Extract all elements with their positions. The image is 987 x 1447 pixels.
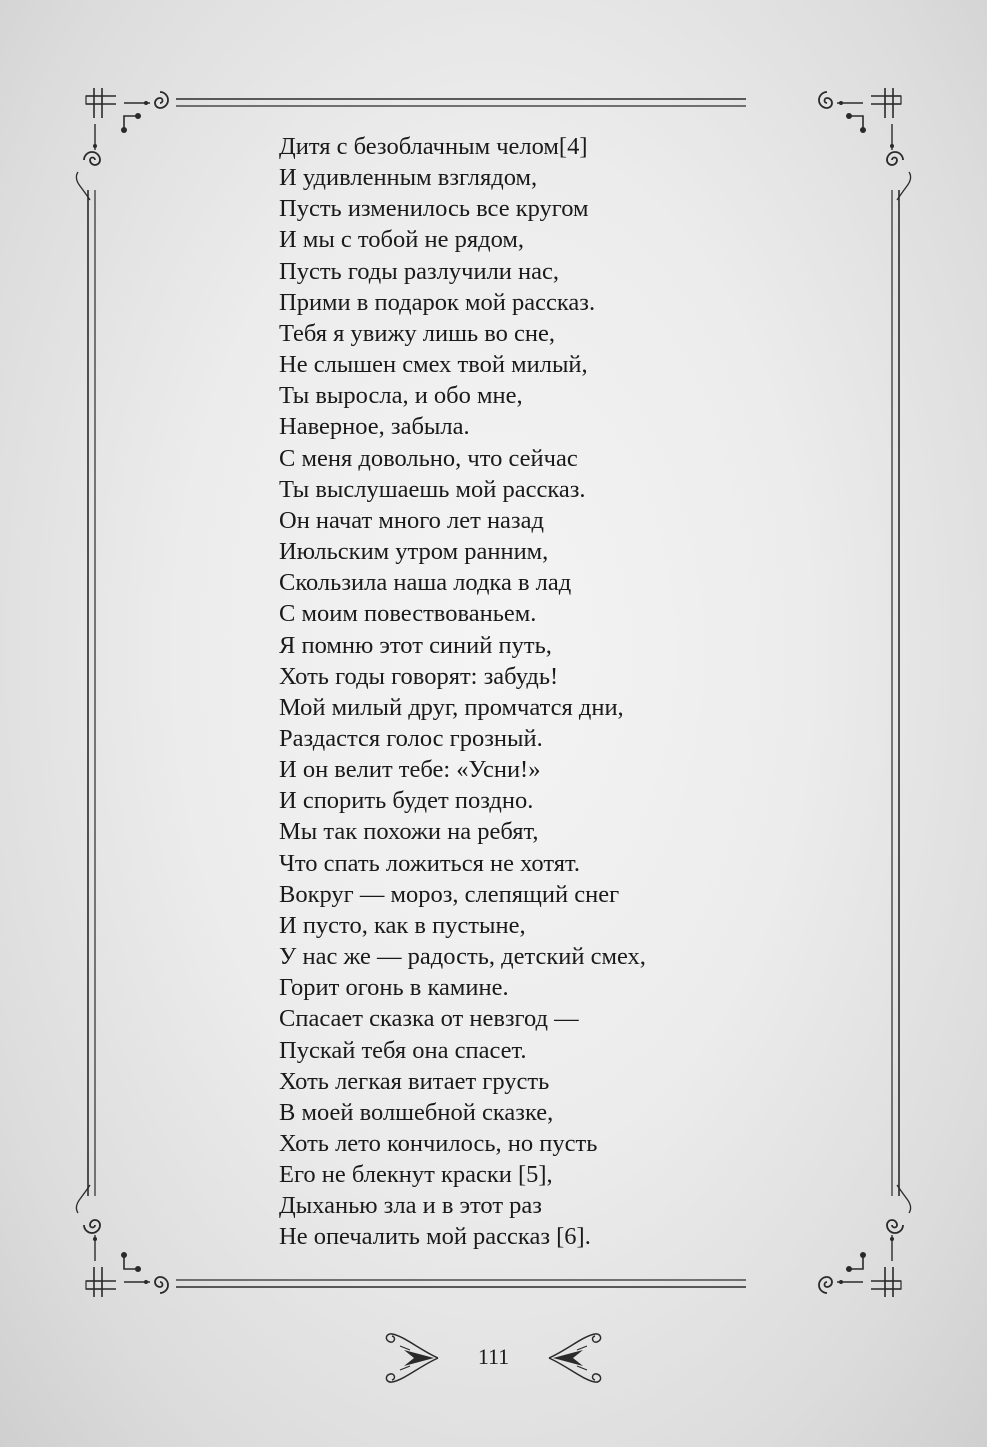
poem-line: Пусть годы разлучили нас,: [279, 257, 560, 285]
poem-line: Хоть легкая витает грусть: [279, 1067, 550, 1095]
poem-line: Наверное, забыла.: [279, 413, 470, 441]
poem-line: Июльским утром ранним,: [279, 538, 549, 566]
corner-scroll-icon: [76, 88, 168, 200]
poem-line: Я помню этот синий путь,: [279, 631, 552, 659]
page-number: 111: [477, 1344, 510, 1369]
poem-line: Скользила наша лодка в лад: [279, 569, 572, 597]
poem-line: И мы с тобой не рядом,: [279, 226, 524, 254]
poem-line: Не опечалить мой рассказ [6].: [279, 1223, 591, 1251]
poem-line: Горит огонь в камине.: [279, 974, 509, 1002]
poem-line: И он велит тебе: «Усни!»: [279, 756, 541, 784]
poem-line: Раздастся голос грозный.: [279, 724, 543, 752]
poem-line: И удивленным взглядом,: [279, 164, 538, 192]
poem: [279, 131, 646, 1253]
poem-line: Его не блекнут краски [5],: [279, 1161, 553, 1189]
poem-line: С моим повествованьем.: [279, 600, 537, 628]
poem-line: Дыханью зла и в этот раз: [279, 1192, 542, 1220]
poem-line: Мой милый друг, промчатся дни,: [279, 693, 624, 721]
corner-scroll-icon: [819, 88, 911, 200]
corner-scroll-icon: [819, 1185, 911, 1297]
poem-line: Что спать ложиться не хотят.: [279, 849, 580, 877]
poem-line: И пусто, как в пустыне,: [279, 911, 526, 939]
poem-line: Хоть лето кончилось, но пусть: [279, 1130, 598, 1157]
poem-line: В моей волшебной сказке,: [279, 1098, 554, 1126]
poem-line: Тебя я увижу лишь во сне,: [279, 319, 556, 347]
poem-line: Пусть изменилось все кругом: [279, 195, 589, 223]
corner-scroll-icon: [76, 1185, 168, 1297]
poem-line: Прими в подарок мой рассказ.: [279, 288, 596, 316]
poem-line: Пускай тебя она спасет.: [279, 1036, 527, 1064]
poem-line: Ты выросла, и обо мне,: [279, 382, 523, 410]
poem-line: Он начат много лет назад: [279, 506, 544, 534]
poem-line: Мы так похожи на ребят,: [279, 818, 539, 846]
poem-line: Спасает сказка от невзгод —: [279, 1005, 579, 1033]
poem-line: Хоть годы говорят: забудь!: [279, 662, 559, 690]
poem-line: Не слышен смех твой милый,: [279, 351, 588, 379]
poem-line: Вокруг — мороз, слепящий снег: [279, 880, 620, 908]
poem-line: У нас же — радость, детский смех,: [279, 943, 646, 971]
poem-line: И спорить будет поздно.: [279, 787, 534, 815]
poem-line: С меня довольно, что сейчас: [279, 444, 578, 472]
poem-line: Дитя с безоблачным челом[4]: [279, 133, 588, 160]
poem-line: Ты выслушаешь мой рассказ.: [279, 475, 586, 503]
